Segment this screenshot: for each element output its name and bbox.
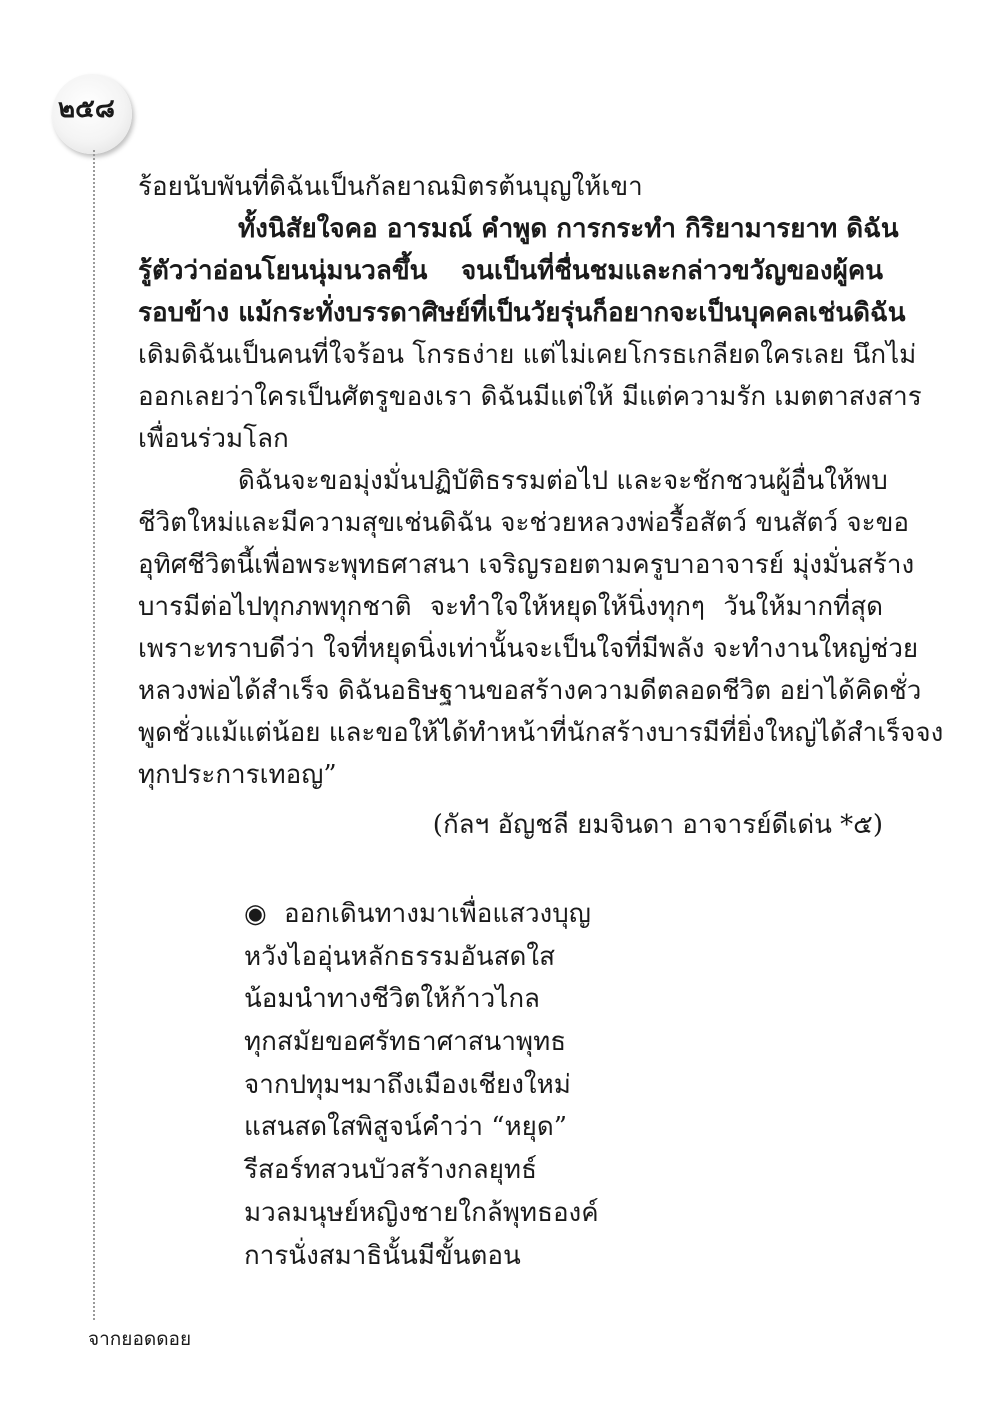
poem-line: หวังไออุ่นหลักธรรมอันสดใส bbox=[244, 941, 555, 972]
paragraph-line: พูดชั่วแม้แต่น้อย และขอให้ได้ทำหน้าที่นักสร้างบารมีที่ยิ่งใหญ่ได้สำเร็จจง bbox=[138, 718, 944, 748]
poem-line: รีสอร์ทสวนบัวสร้างกลยุทธ์ bbox=[244, 1155, 537, 1186]
paragraph-line: ชีวิตใหม่และมีความสุขเช่นดิฉัน จะช่วยหลวงพ่อรื้อสัตว์ ขนสัตว์ จะขอ bbox=[138, 508, 909, 538]
paragraph-line: เดิมดิฉันเป็นคนที่ใจร้อน โกรธง่าย แต่ไม่เคยโกรธเกลียดใครเลย นึกไม่ bbox=[138, 340, 917, 370]
bold-line: ทั้งนิสัยใจคอ อารมณ์ คำพูด การกระทำ กิริยามารยาท ดิฉัน bbox=[238, 214, 899, 244]
bold-line: รอบข้าง แม้กระทั่งบรรดาศิษย์ที่เป็นวัยรุ่นก็อยากจะเป็นบุคคลเช่นดิฉัน bbox=[138, 298, 906, 328]
paragraph-line: บารมีต่อไปทุกภพทุกชาติ จะทำใจให้หยุดให้นิ่งทุกๆ วันให้มากที่สุด bbox=[138, 592, 883, 622]
page-number: ๒๕๘ bbox=[58, 94, 115, 124]
body-text bbox=[138, 166, 944, 846]
poem-line: ทุกสมัยขอศรัทธาศาสนาพุทธ bbox=[244, 1027, 567, 1058]
paragraph-line: เพราะทราบดีว่า ใจที่หยุดนิ่งเท่านั้นจะเป็นใจที่มีพลัง จะทำงานใหญ่ช่วย bbox=[138, 634, 919, 664]
poem-line bbox=[244, 893, 599, 936]
poem-line: น้อมนำทางชีวิตให้ก้าวไกล bbox=[244, 984, 540, 1015]
attribution: (กัลฯ อัญชลี ยมจินดา อาจารย์ดีเด่น *๕) bbox=[432, 810, 883, 840]
bullet-icon: ◉ bbox=[244, 899, 267, 929]
paragraph-line: ทุกประการเทอญ” bbox=[138, 760, 337, 790]
paragraph-line: ดิฉันจะขอมุ่งมั่นปฏิบัติธรรมต่อไป และจะชักชวนผู้อื่นให้พบ bbox=[238, 466, 888, 496]
poem-line: จากปทุมฯมาถึงเมืองเชียงใหม่ bbox=[244, 1069, 571, 1100]
poem-line: มวลมนุษย์หญิงชายใกล้พุทธองค์ bbox=[244, 1197, 599, 1228]
poem bbox=[244, 893, 599, 1277]
intro-line: ร้อยนับพันที่ดิฉันเป็นกัลยาณมิตรต้นบุญให้เขา bbox=[138, 172, 643, 202]
paragraph-line: อุทิศชีวิตนี้เพื่อพระพุทธศาสนา เจริญรอยตามครูบาอาจารย์ มุ่งมั่นสร้าง bbox=[138, 550, 915, 580]
dotted-margin-line bbox=[93, 150, 95, 1320]
paragraph-line: เพื่อนร่วมโลก bbox=[138, 424, 289, 454]
paragraph-line: หลวงพ่อได้สำเร็จ ดิฉันอธิษฐานขอสร้างความดีตลอดชีวิต อย่าได้คิดชั่ว bbox=[138, 676, 922, 706]
poem-line: การนั่งสมาธินั้นมีขั้นตอน bbox=[244, 1240, 521, 1271]
paragraph-line: ออกเลยว่าใครเป็นศัตรูของเรา ดิฉันมีแต่ให้ มีแต่ความรัก เมตตาสงสาร bbox=[138, 382, 922, 412]
bold-line: รู้ตัวว่าอ่อนโยนนุ่มนวลขึ้น จนเป็นที่ชื่นชมและกล่าวขวัญของผู้คน bbox=[138, 256, 883, 286]
running-footer: จากยอดดอย bbox=[88, 1328, 192, 1350]
poem-line-text: ออกเดินทางมาเพื่อแสวงบุญ bbox=[284, 899, 591, 929]
poem-line: แสนสดใสพิสูจน์คำว่า “หยุด” bbox=[244, 1112, 568, 1143]
